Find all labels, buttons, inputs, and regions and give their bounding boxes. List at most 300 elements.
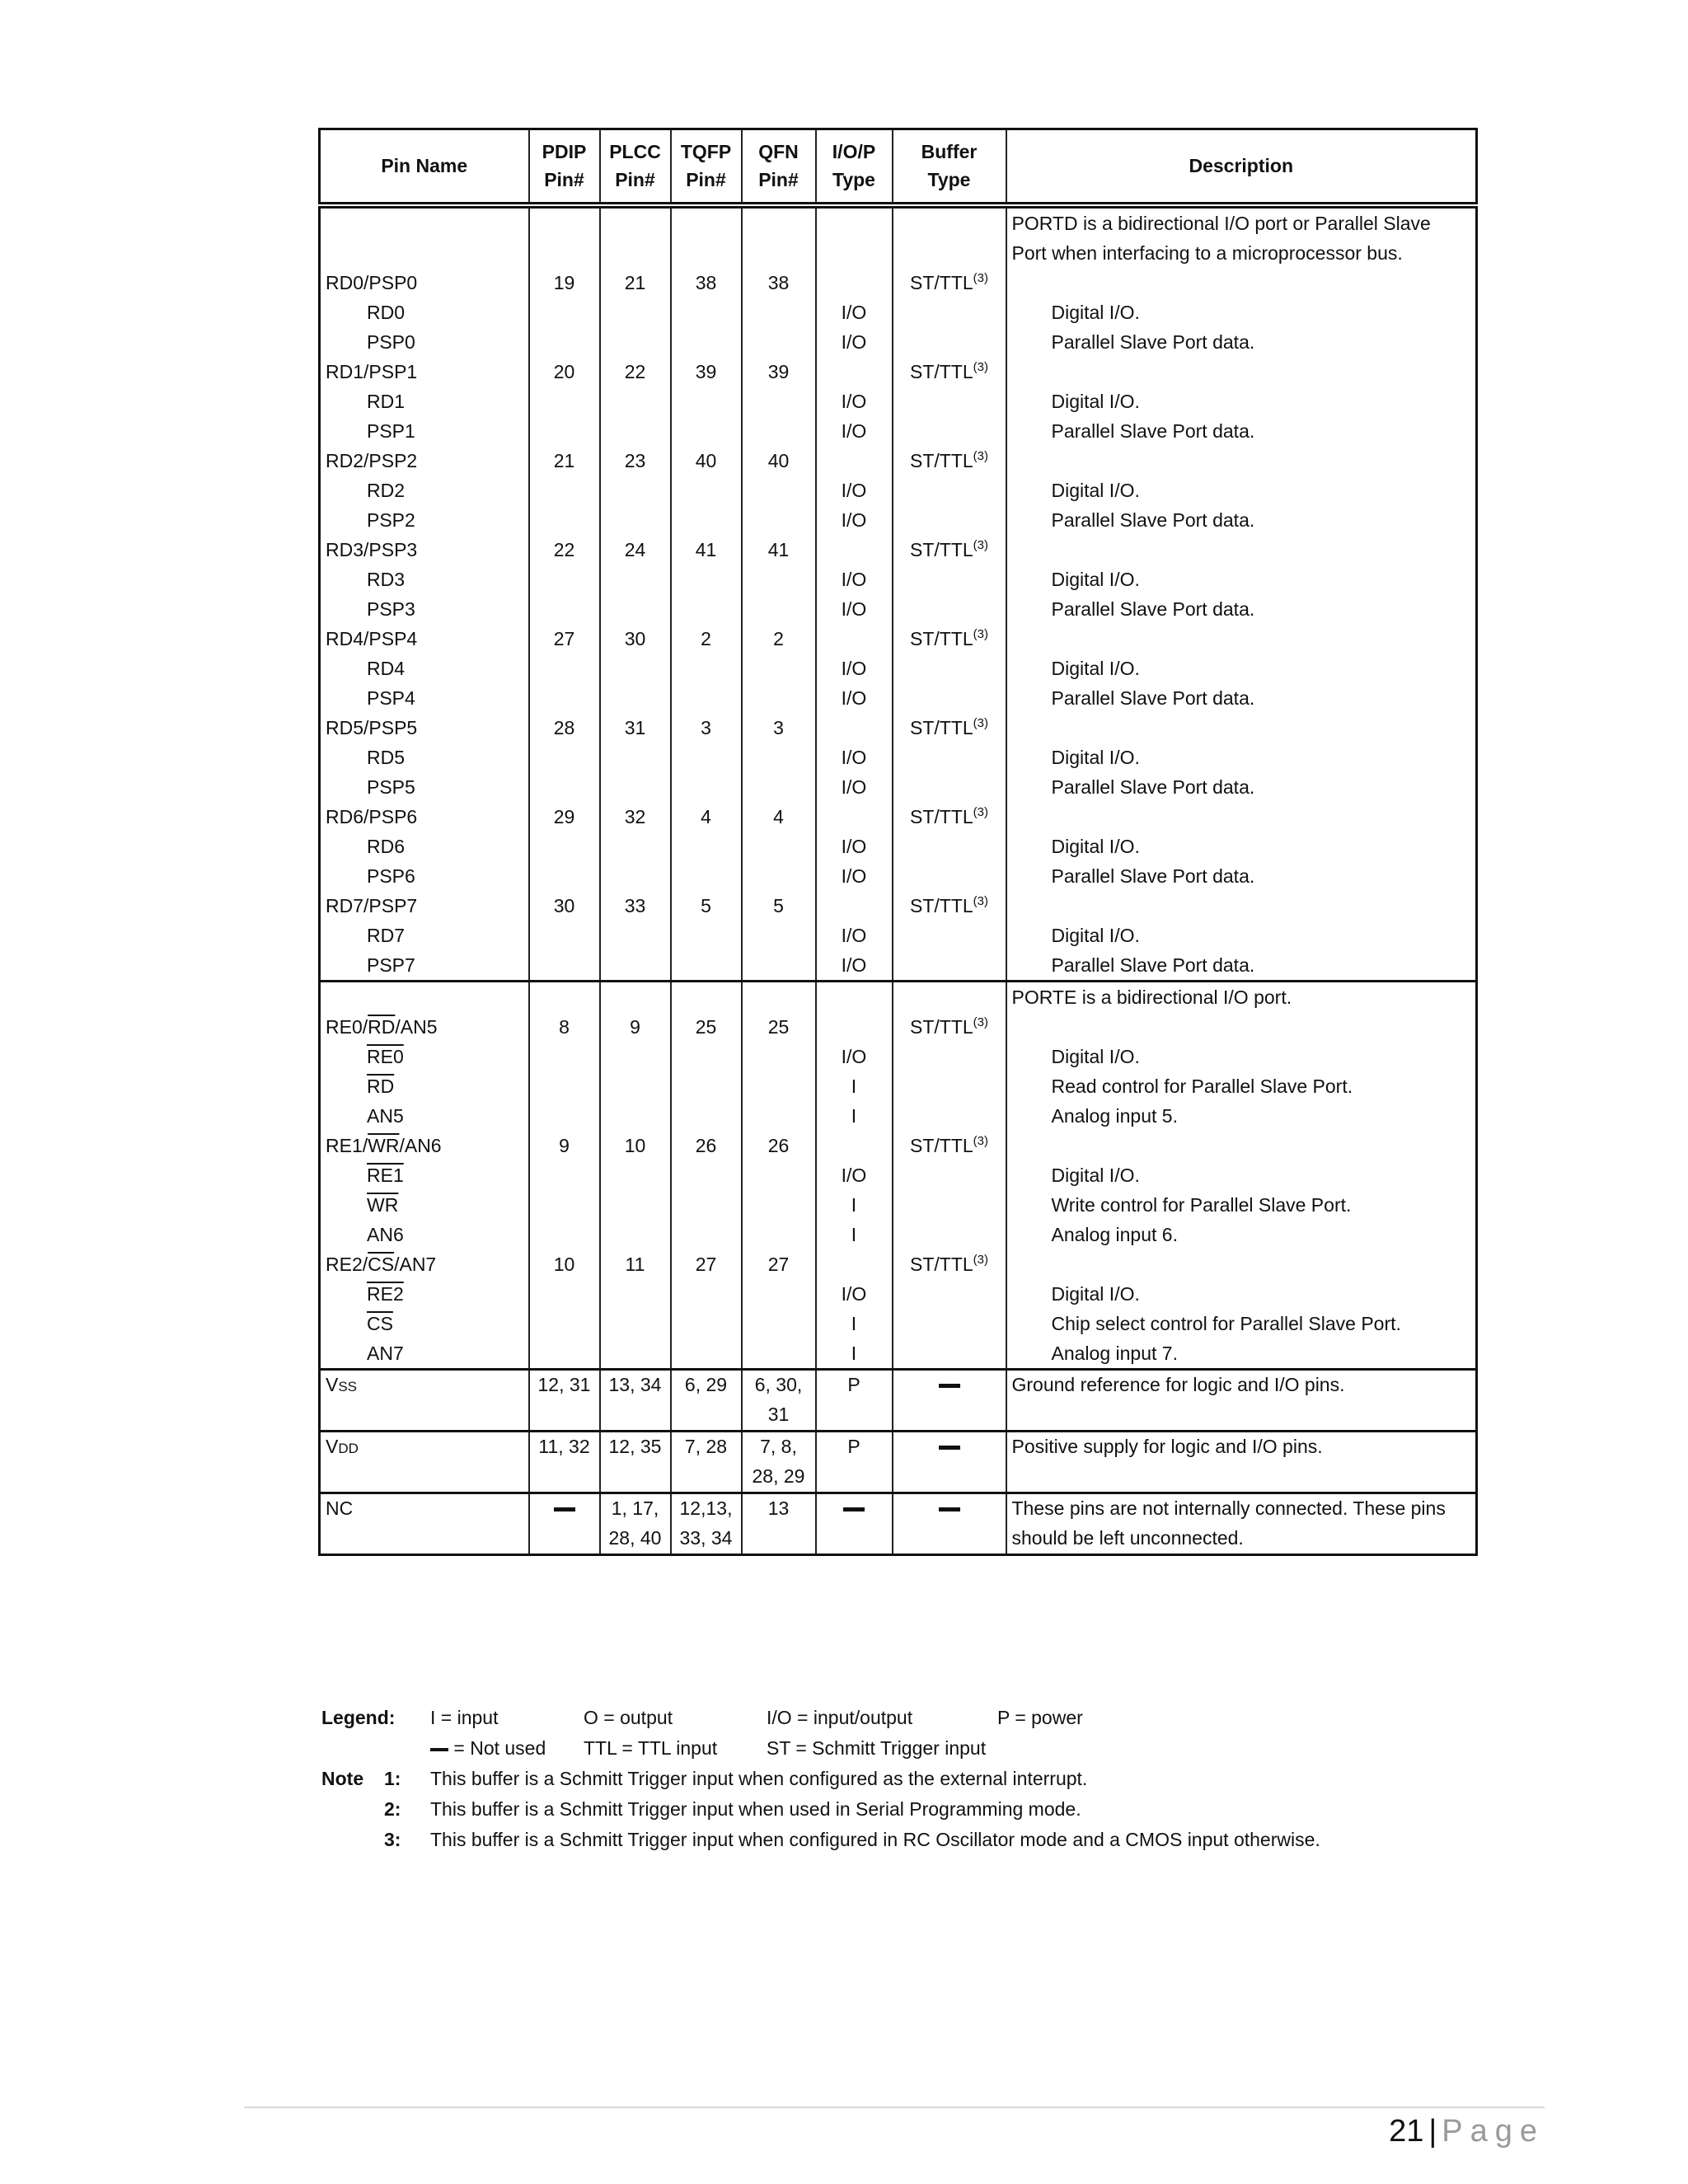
cell-line: [677, 1338, 736, 1368]
pin-function: PSP0: [367, 330, 415, 353]
nc-pdip: [529, 1493, 600, 1554]
buffer-type: ST/TTL$^{(3)}$: [909, 1133, 988, 1156]
cell-line: [748, 327, 810, 357]
nc-plcc: 1, 17, 28, 40: [600, 1493, 671, 1554]
pin-function: PSP1: [367, 419, 415, 442]
cell-line: [606, 565, 665, 594]
pin-description: Parallel Slave Port data.: [1051, 776, 1255, 798]
cell-line: [822, 268, 887, 298]
note-3: [321, 1825, 1475, 1855]
cell-line: [822, 713, 887, 743]
pin-number: 23: [624, 449, 646, 471]
pin-number: 19: [553, 271, 575, 293]
cell-line: [898, 1101, 1001, 1131]
cell-line: [535, 921, 594, 950]
pin-function: RE0: [367, 1045, 404, 1067]
buffer-footnote-ref: (3): [973, 715, 988, 730]
pin-function: RD2: [367, 479, 406, 501]
cell-line: [677, 1160, 736, 1190]
cell-line: [677, 1279, 736, 1309]
pin-name: RD6/PSP6: [326, 805, 418, 827]
pin-description-table: [318, 128, 1478, 1556]
cell-line: [898, 594, 1001, 624]
header-io-type: I/O/P Type: [816, 129, 893, 205]
cell-line: [606, 416, 665, 446]
porte-io: [816, 981, 893, 1369]
not-used-dash: [939, 1384, 960, 1388]
cell-line: [677, 1071, 736, 1101]
cell-line: [748, 1279, 810, 1309]
pin-function: PSP3: [367, 598, 415, 620]
pin-function: $\overline{RD}$: [367, 1075, 395, 1097]
pin-function: RD0: [367, 301, 406, 323]
porte-tqfp: [671, 981, 742, 1369]
pin-name: $RE1/\overline{WR}/AN6$: [326, 1134, 442, 1156]
cell-line: [535, 683, 594, 713]
cell-line: [1012, 713, 1471, 743]
pin-description: Parallel Slave Port data.: [1051, 330, 1255, 353]
pin-number: 41: [767, 538, 790, 560]
pin-number: 22: [553, 538, 575, 560]
cell-line: [898, 950, 1001, 980]
vss-plcc: 13, 34: [600, 1369, 671, 1431]
cell-line: [606, 772, 665, 802]
note-label: Note: [321, 1768, 364, 1789]
cell-line: [1012, 891, 1471, 921]
cell-line: [606, 921, 665, 950]
pin-number: 9: [559, 1134, 570, 1156]
header-pin-name: Pin Name: [320, 129, 529, 205]
buffer-footnote-ref: (3): [973, 359, 988, 374]
cell-line: [535, 594, 594, 624]
cell-line: [748, 594, 810, 624]
pin-description: Digital I/O.: [1051, 835, 1140, 857]
pin-number: 39: [695, 360, 717, 382]
vdd-pdip: 11, 32: [529, 1431, 600, 1493]
porte-intro: PORTE is a bidirectional I/O port.: [1011, 986, 1292, 1008]
cell-line: [535, 743, 594, 772]
pin-function: $\overline{CS}$: [367, 1312, 393, 1334]
pin-description: Digital I/O.: [1051, 301, 1140, 323]
cell-line: [677, 1101, 736, 1131]
cell-line: [535, 1160, 594, 1190]
legend-and-notes: [321, 1703, 1475, 1855]
pin-name: RD4/PSP4: [326, 627, 418, 649]
nc-name: NC: [320, 1493, 529, 1554]
cell-line: [1012, 535, 1471, 565]
pin-function: RE2: [367, 1282, 404, 1305]
porte-buffer: [893, 981, 1006, 1369]
portd-intro-line-2: Port when interfacing to a microprocessor bus.: [1011, 241, 1403, 264]
note-1: [321, 1764, 1475, 1794]
cell-line: [822, 446, 887, 476]
cell-line: [535, 327, 594, 357]
pin-number: 21: [624, 271, 646, 293]
portd-tqfp: [671, 205, 742, 982]
porte-names: [320, 981, 529, 1369]
pin-number: 39: [767, 360, 790, 382]
cell-line: [748, 1160, 810, 1190]
cell-line: [748, 1309, 810, 1338]
pin-name: RD2/PSP2: [326, 449, 418, 471]
nc-buffer: [893, 1493, 1006, 1554]
cell-line: [748, 743, 810, 772]
portd-io: [816, 205, 893, 982]
io-type: I: [851, 1223, 857, 1245]
cell-line: [606, 476, 665, 505]
page-footer: [1389, 2110, 1545, 2153]
io-type: I/O: [841, 390, 867, 412]
cell-line: [748, 1101, 810, 1131]
pin-description: Digital I/O.: [1051, 1164, 1140, 1186]
pin-number: 3: [701, 716, 711, 738]
cell-line: [748, 387, 810, 416]
pin-number: 10: [624, 1134, 646, 1156]
cell-line: [898, 1160, 1001, 1190]
pin-number: 4: [701, 805, 711, 827]
io-type: I/O: [841, 509, 867, 531]
io-type: I: [851, 1312, 857, 1334]
pin-number: 2: [701, 627, 711, 649]
cell-line: [748, 832, 810, 861]
vdd-buffer: [893, 1431, 1006, 1493]
legend-io: I/O = input/output: [767, 1707, 913, 1728]
note-1-number: 1:: [384, 1768, 401, 1789]
cell-line: [1012, 1131, 1471, 1160]
page-word: Page: [1442, 2114, 1545, 2149]
cell-line: [748, 772, 810, 802]
cell-line: [677, 565, 736, 594]
porte-description: [1006, 981, 1477, 1369]
legend-not-used: = Not used: [430, 1733, 546, 1764]
cell-line: [606, 950, 665, 980]
pin-number: 21: [553, 449, 575, 471]
cell-line: [822, 1249, 887, 1279]
pin-number: 30: [624, 627, 646, 649]
legend-st: ST = Schmitt Trigger input: [767, 1737, 987, 1759]
pin-number: 31: [624, 716, 646, 738]
header-plcc: PLCC Pin#: [600, 129, 671, 205]
vss-name: VSS: [320, 1369, 529, 1431]
vdd-qfn: 7, 8, 28, 29: [742, 1431, 816, 1493]
nc-tqfp: 12,13, 33, 34: [671, 1493, 742, 1554]
pin-function: AN5: [367, 1104, 404, 1127]
cell-line: [677, 772, 736, 802]
cell-line: [535, 950, 594, 980]
io-type: I/O: [841, 835, 867, 857]
not-used-dash: [939, 1507, 960, 1511]
buffer-type: ST/TTL$^{(3)}$: [909, 359, 988, 382]
cell-line: [535, 1190, 594, 1220]
cell-line: [535, 654, 594, 683]
portd-group: [320, 205, 1477, 982]
cell-line: [898, 654, 1001, 683]
pin-number: 30: [553, 894, 575, 916]
cell-line: [677, 921, 736, 950]
pin-description: Digital I/O.: [1051, 746, 1140, 768]
cell-line: [677, 950, 736, 980]
cell-line: [606, 594, 665, 624]
cell-line: [898, 505, 1001, 535]
pin-description: Digital I/O.: [1051, 657, 1140, 679]
pin-number: 25: [695, 1015, 717, 1038]
cell-line: [677, 505, 736, 535]
cell-line: [606, 505, 665, 535]
pin-number: 10: [553, 1253, 575, 1275]
pin-name: RD0/PSP0: [326, 271, 418, 293]
cell-line: [748, 298, 810, 327]
pin-description: Parallel Slave Port data.: [1051, 865, 1255, 887]
pin-number: 20: [553, 360, 575, 382]
note-2-number: 2:: [384, 1798, 401, 1820]
buffer-type: ST/TTL$^{(3)}$: [909, 537, 988, 560]
vss-io: P: [816, 1369, 893, 1431]
vdd-name: VDD: [320, 1431, 529, 1493]
cell-line: [677, 1042, 736, 1071]
cell-line: [748, 861, 810, 891]
portd-pdip: [529, 205, 600, 982]
portd-plcc: [600, 205, 671, 982]
pin-number: 38: [767, 271, 790, 293]
cell-line: [677, 832, 736, 861]
io-type: I: [851, 1193, 857, 1216]
pin-description: Analog input 7.: [1051, 1342, 1178, 1364]
vss-buffer: [893, 1369, 1006, 1431]
portd-qfn: [742, 205, 816, 982]
io-type: I/O: [841, 419, 867, 442]
cell-line: [677, 594, 736, 624]
vss-row: [320, 1369, 1477, 1431]
pin-function: RD1: [367, 390, 406, 412]
io-type: I/O: [841, 301, 867, 323]
io-type: I/O: [841, 776, 867, 798]
cell-line: [748, 505, 810, 535]
cell-line: [677, 1309, 736, 1338]
cell-line: [1012, 1249, 1471, 1279]
cell-line: [898, 327, 1001, 357]
vss-description: Ground reference for logic and I/O pins.: [1006, 1369, 1477, 1431]
cell-line: [677, 683, 736, 713]
cell-line: [748, 1338, 810, 1368]
cell-line: [1012, 624, 1471, 654]
pin-number: 41: [695, 538, 717, 560]
cell-line: [535, 772, 594, 802]
note-2: [321, 1794, 1475, 1825]
cell-line: [748, 1190, 810, 1220]
legend-ttl: TTL = TTL input: [584, 1737, 718, 1759]
pin-number: 11: [625, 1253, 645, 1275]
pin-number: 5: [701, 894, 711, 916]
pin-number: 33: [624, 894, 646, 916]
pin-description: Write control for Parallel Slave Port.: [1051, 1193, 1352, 1216]
cell-line: [898, 565, 1001, 594]
cell-line: [606, 1220, 665, 1249]
pin-function: $\overline{WR}$: [367, 1193, 399, 1216]
pin-number: 3: [773, 716, 784, 738]
cell-line: [898, 476, 1001, 505]
porte-pdip: [529, 981, 600, 1369]
buffer-type: ST/TTL$^{(3)}$: [909, 1252, 988, 1275]
cell-line: [677, 743, 736, 772]
buffer-type: ST/TTL$^{(3)}$: [909, 893, 988, 916]
not-used-dash: [843, 1507, 865, 1511]
legend-power: P = power: [997, 1707, 1083, 1728]
buffer-footnote-ref: (3): [973, 1133, 988, 1148]
header-tqfp: TQFP Pin#: [671, 129, 742, 205]
cell-line: [898, 921, 1001, 950]
pin-number: 27: [553, 627, 575, 649]
page-number: 21: [1389, 2114, 1424, 2149]
pin-function: PSP6: [367, 865, 415, 887]
cell-line: [606, 1279, 665, 1309]
legend-label: Legend:: [321, 1707, 396, 1728]
pin-number: 5: [773, 894, 784, 916]
cell-line: [898, 743, 1001, 772]
pin-number: 24: [624, 538, 646, 560]
pin-description: Digital I/O.: [1051, 1045, 1140, 1067]
porte-group: [320, 981, 1477, 1369]
pin-name: RD3/PSP3: [326, 538, 418, 560]
buffer-footnote-ref: (3): [973, 537, 988, 552]
pin-name: $RE2/\overline{CS}/AN7$: [326, 1253, 437, 1275]
pin-number: 27: [695, 1253, 717, 1275]
vdd-tqfp: 7, 28: [671, 1431, 742, 1493]
cell-line: [1012, 357, 1471, 387]
pin-number: 22: [624, 360, 646, 382]
cell-line: [535, 505, 594, 535]
cell-line: [677, 1190, 736, 1220]
cell-line: [898, 416, 1001, 446]
io-type: I/O: [841, 598, 867, 620]
io-type: I/O: [841, 1045, 867, 1067]
cell-line: [898, 1279, 1001, 1309]
legend-output: O = output: [584, 1707, 673, 1728]
cell-line: [535, 861, 594, 891]
vdd-io: P: [816, 1431, 893, 1493]
cell-line: [606, 1338, 665, 1368]
cell-line: [748, 1071, 810, 1101]
cell-line: [748, 654, 810, 683]
buffer-footnote-ref: (3): [973, 1252, 988, 1267]
cell-line: [535, 416, 594, 446]
pin-number: 4: [773, 805, 784, 827]
io-type: I/O: [841, 568, 867, 590]
cell-line: [822, 1131, 887, 1160]
buffer-type: ST/TTL$^{(3)}$: [909, 1015, 988, 1038]
pin-description: Parallel Slave Port data.: [1051, 509, 1255, 531]
portd-description: [1006, 205, 1477, 982]
note-1-text: This buffer is a Schmitt Trigger input when configured as the external interrupt.: [430, 1768, 1088, 1789]
io-type: I/O: [841, 1164, 867, 1186]
cell-line: [748, 565, 810, 594]
cell-line: [1012, 446, 1471, 476]
pin-function: PSP2: [367, 509, 415, 531]
vdd-plcc: 12, 35: [600, 1431, 671, 1493]
pin-name: RD1/PSP1: [326, 360, 418, 382]
cell-line: [898, 298, 1001, 327]
cell-line: [1012, 802, 1471, 832]
pin-description: Digital I/O.: [1051, 479, 1140, 501]
legend-row-2: [321, 1733, 1475, 1764]
io-type: I/O: [841, 657, 867, 679]
buffer-footnote-ref: (3): [973, 804, 988, 819]
cell-line: [822, 1012, 887, 1042]
porte-qfn: [742, 981, 816, 1369]
pin-number: 32: [624, 805, 646, 827]
portd-intro-line-1: PORTD is a bidirectional I/O port or Parallel Slave: [1011, 212, 1431, 234]
cell-line: [822, 357, 887, 387]
cell-line: [822, 535, 887, 565]
vdd-row: [320, 1431, 1477, 1493]
header-pdip: PDIP Pin#: [529, 129, 600, 205]
cell-line: [677, 861, 736, 891]
buffer-type: ST/TTL$^{(3)}$: [909, 448, 988, 471]
cell-line: [748, 476, 810, 505]
header-buffer-type: Buffer Type: [893, 129, 1006, 205]
cell-line: [535, 1042, 594, 1071]
portd-names: [320, 205, 529, 982]
pin-number: 26: [695, 1134, 717, 1156]
pin-function: RE1: [367, 1164, 404, 1186]
cell-line: [535, 565, 594, 594]
pin-description: Chip select control for Parallel Slave Port.: [1051, 1312, 1401, 1334]
pin-description: Digital I/O.: [1051, 568, 1140, 590]
not-used-dash: [430, 1748, 448, 1751]
pin-number: 28: [553, 716, 575, 738]
cell-line: [535, 476, 594, 505]
pin-name: $RE0/\overline{RD}/AN5$: [326, 1015, 438, 1038]
cell-line: [535, 1220, 594, 1249]
cell-line: [748, 921, 810, 950]
buffer-type: ST/TTL$^{(3)}$: [909, 626, 988, 649]
portd-buffer: [893, 205, 1006, 982]
cell-line: [606, 861, 665, 891]
cell-line: [677, 654, 736, 683]
pin-number: 27: [767, 1253, 790, 1275]
pin-function: PSP4: [367, 687, 415, 709]
vss-qfn: 6, 30, 31: [742, 1369, 816, 1431]
cell-line: [606, 832, 665, 861]
pin-description: Analog input 5.: [1051, 1104, 1178, 1127]
cell-line: [606, 683, 665, 713]
cell-line: [677, 387, 736, 416]
pin-number: 40: [767, 449, 790, 471]
not-used-dash: [939, 1446, 960, 1450]
pin-description: Analog input 6.: [1051, 1223, 1178, 1245]
cell-line: [535, 1101, 594, 1131]
cell-line: [535, 1309, 594, 1338]
io-type: I: [851, 1075, 857, 1097]
cell-line: [898, 1042, 1001, 1071]
note-3-text: This buffer is a Schmitt Trigger input when configured in RC Oscillator mode and a CMOS input otherwise.: [430, 1829, 1320, 1850]
cell-line: [898, 1338, 1001, 1368]
nc-row: [320, 1493, 1477, 1554]
pin-function: RD6: [367, 835, 406, 857]
cell-line: [748, 416, 810, 446]
cell-line: [748, 950, 810, 980]
io-type: I/O: [841, 746, 867, 768]
cell-line: [535, 387, 594, 416]
pin-function: PSP7: [367, 954, 415, 976]
pin-description: Parallel Slave Port data.: [1051, 954, 1255, 976]
cell-line: [677, 476, 736, 505]
io-type: I: [851, 1342, 857, 1364]
cell-line: [606, 654, 665, 683]
cell-line: [606, 743, 665, 772]
vss-pdip: 12, 31: [529, 1369, 600, 1431]
not-used-dash: [554, 1507, 575, 1511]
pin-description: Digital I/O.: [1051, 924, 1140, 946]
